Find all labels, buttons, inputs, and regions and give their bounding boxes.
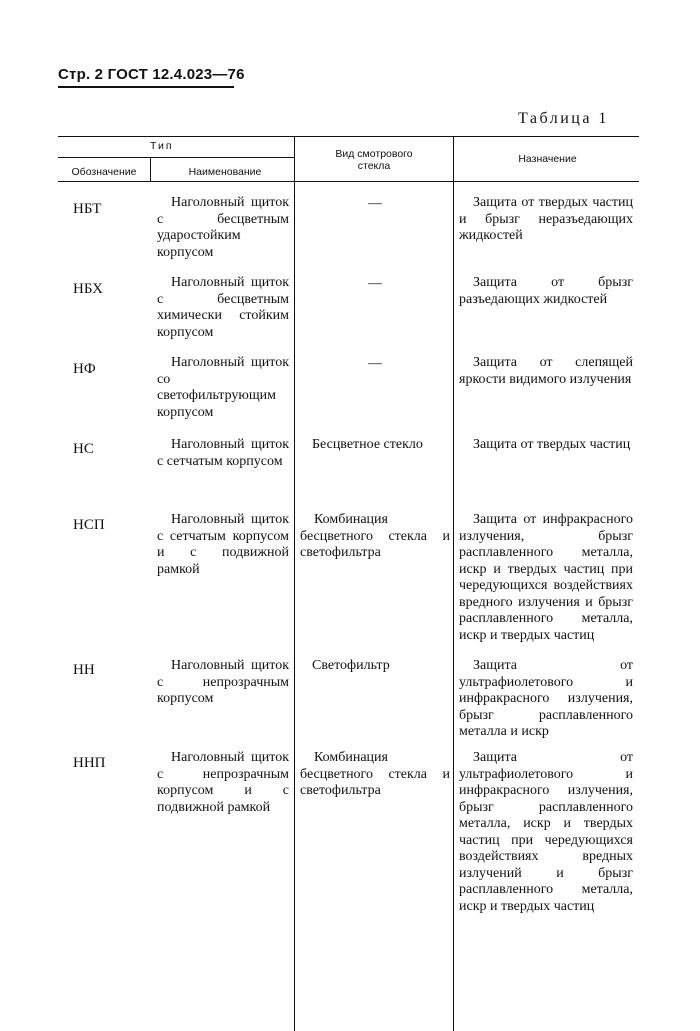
- header-type-group: Тип: [150, 140, 174, 152]
- row-name: Наголовный щиток с бесцветным ударостойким корпусом: [157, 195, 289, 260]
- header-bottom-rule: [58, 181, 639, 182]
- row-code: НН: [73, 662, 95, 678]
- row-name: Наголовный щиток с сетчатым корпусом: [157, 437, 289, 469]
- row-glass: Светофильтр: [312, 658, 390, 673]
- header-name: Наименование: [188, 166, 262, 178]
- row-name: Наголовный щиток с непрозрачным корпусом: [157, 658, 289, 706]
- row-name: Наголовный щиток со светофильтрующим корпусом: [157, 355, 289, 420]
- row-name: Наголовный щиток с сетчатым корпусом и с подвижной рамкой: [157, 512, 289, 577]
- table-top-rule: [58, 136, 639, 137]
- row-code: НБХ: [73, 281, 103, 297]
- row-code: НСП: [73, 517, 105, 533]
- row-name: Наголовный щиток с бесцветным химически стойким корпусом: [157, 275, 289, 340]
- row-glass: —: [368, 276, 382, 291]
- header-underline: [58, 86, 234, 88]
- row-purpose: Защита от твердых частиц и брызг неразъедающих жидкостей: [459, 195, 633, 243]
- row-purpose: Защита от ультрафиолетового и инфракрасного излучения, брызг расплавленного металла, искр и твердых частиц при чередующихся воздействиях вредных излучений и брызг расплавленного металла, искр и твердых частиц: [459, 750, 633, 914]
- col-divider-3: [453, 137, 454, 1031]
- table-caption: Таблица 1: [518, 110, 609, 127]
- row-purpose: Защита от слепящей яркости видимого излучения: [459, 355, 633, 387]
- row-glass: —: [368, 356, 382, 371]
- row-code: НС: [73, 441, 94, 457]
- page-header: Стр. 2 ГОСТ 12.4.023—76: [58, 66, 245, 83]
- row-purpose: Защита от брызг разъедающих жидкостей: [459, 275, 633, 307]
- col-divider-2: [294, 137, 295, 1031]
- header-purpose: Назначение: [518, 153, 577, 165]
- row-code: ННП: [73, 755, 106, 771]
- type-group-rule: [58, 157, 294, 158]
- header-glass: Вид смотрового стекла: [335, 148, 413, 172]
- row-glass: Комбинация бесцветного стекла и светофильтра: [300, 750, 450, 798]
- row-glass: —: [368, 196, 382, 211]
- row-code: НФ: [73, 361, 96, 377]
- row-purpose: Защита от ультрафиолетового и инфракрасного излучения, брызг расплавленного металла и искр: [459, 658, 633, 739]
- row-name: Наголовный щиток с непрозрачным корпусом и с подвижной рамкой: [157, 750, 289, 815]
- col-divider-1: [150, 158, 151, 181]
- row-code: НБТ: [73, 201, 102, 217]
- header-designation: Обозначение: [71, 166, 137, 178]
- row-glass: Комбинация бесцветного стекла и светофильтра: [300, 512, 450, 560]
- row-purpose: Защита от твердых частиц: [473, 437, 631, 452]
- row-glass: Бесцветное стекло: [312, 437, 423, 452]
- row-purpose: Защита от инфракрасного излучения, брызг расплавленного металла, искр и твердых частиц при чередующихся воздействиях вредного излучения и брызг расплавленного металла, искр и твердых частиц: [459, 512, 633, 643]
